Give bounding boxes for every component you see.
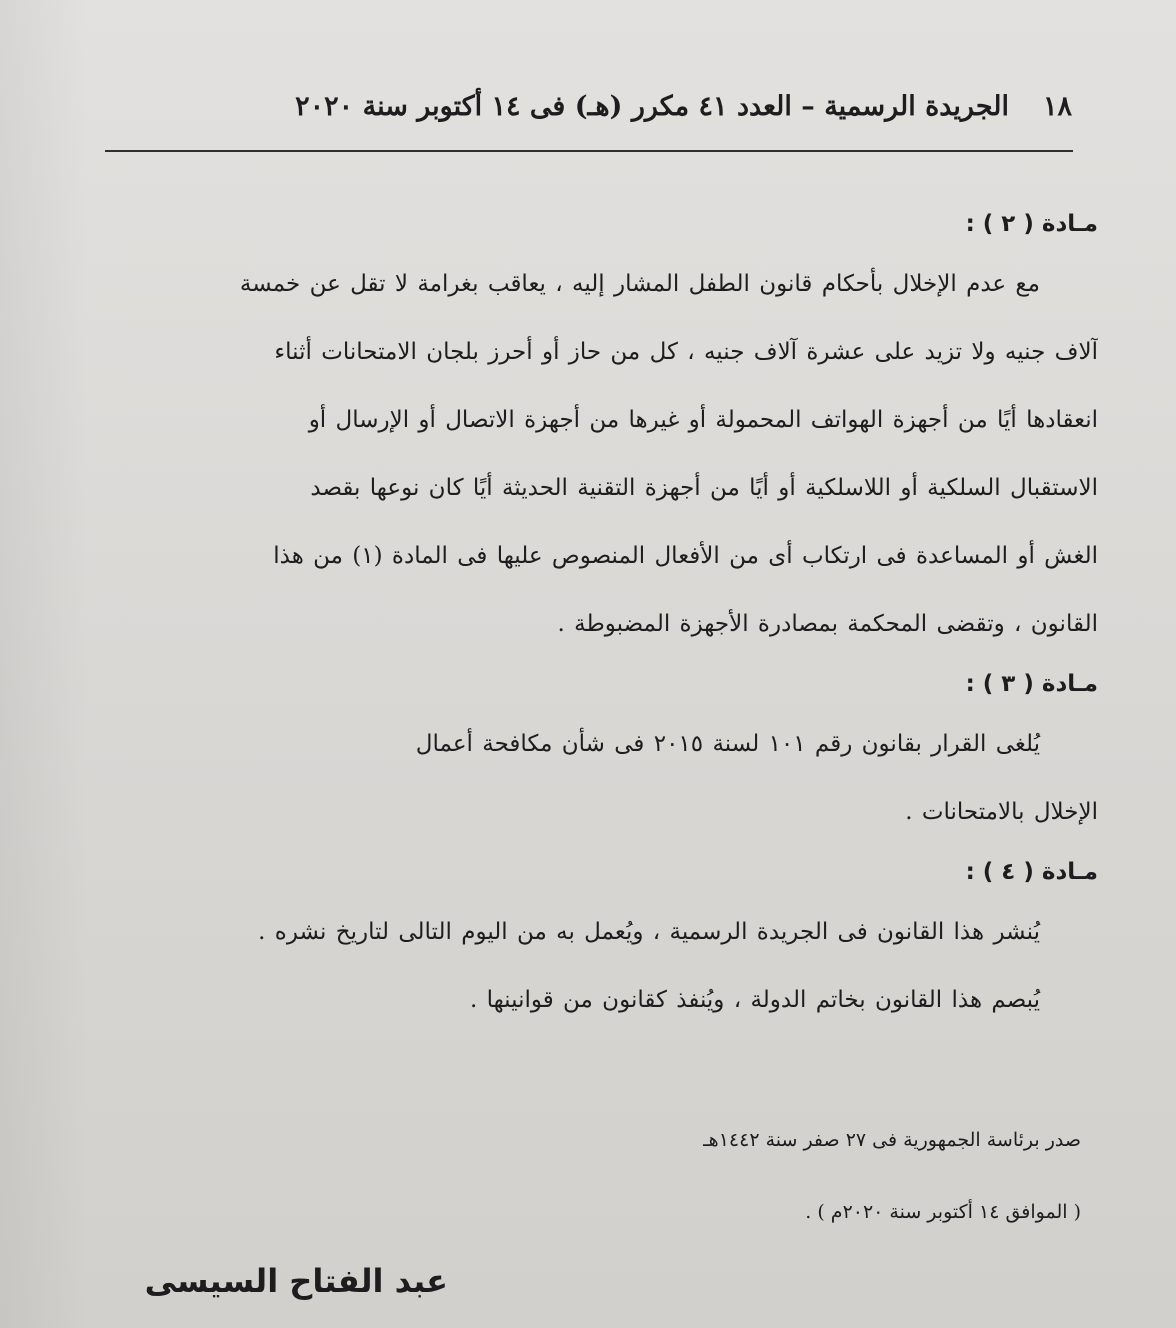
paragraph-line: يُبصم هذا القانون بخاتم الدولة ، ويُنفذ كقانون من قوانينها .	[469, 987, 1040, 1013]
page-header	[200, 84, 1072, 128]
paragraph-line: الغش أو المساعدة فى ارتكاب أى من الأفعال المنصوص عليها فى المادة (١) من هذا	[273, 543, 1098, 569]
article-heading: مـادة ( ٣ ) :	[965, 671, 1098, 697]
paragraph-line: مع عدم الإخلال بأحكام قانون الطفل المشار إليه ، يعاقب بغرامة لا تقل عن خمسة	[239, 271, 1040, 297]
issuance-block	[250, 1104, 1081, 1248]
paragraph-line: الإخلال بالامتحانات .	[905, 799, 1098, 825]
paragraph-line: انعقادها أيًا من أجهزة الهواتف المحمولة أو غيرها من أجهزة الاتصال أو الإرسال أو	[308, 407, 1098, 433]
paragraph-line: يُلغى القرار بقانون رقم ١٠١ لسنة ٢٠١٥ فى شأن مكافحة أعمال	[415, 731, 1040, 757]
article-3	[72, 658, 1098, 846]
article-paragraph	[72, 898, 1098, 1034]
paragraph-line: يُنشر هذا القانون فى الجريدة الرسمية ، ويُعمل به من اليوم التالى لتاريخ نشره .	[258, 919, 1040, 945]
article-heading: مـادة ( ٤ ) :	[965, 859, 1098, 885]
article-paragraph	[72, 710, 1098, 846]
document-body	[72, 198, 1098, 1034]
paragraph-line: آلاف جنيه ولا تزيد على عشرة آلاف جنيه ، كل من حاز أو أحرز بلجان الامتحانات أثناء	[274, 339, 1098, 365]
header-rule	[105, 150, 1073, 152]
article-2	[72, 198, 1098, 658]
issued-date: صدر برئاسة الجمهورية فى ٢٧ صفر سنة ١٤٤٢هـ	[703, 1129, 1081, 1151]
article-heading: مـادة ( ٢ ) :	[965, 211, 1098, 237]
paragraph-line: القانون ، وتقضى المحكمة بمصادرة الأجهزة المضبوطة .	[557, 611, 1098, 637]
paragraph-line: الاستقبال السلكية أو اللاسلكية أو أيًا من أجهزة التقنية الحديثة أيًا كان نوعها بقصد	[310, 475, 1098, 501]
gazette-title: الجريدة الرسمية – العدد ٤١ مكرر (هـ) فى ١٤ أكتوبر سنة ٢٠٢٠	[295, 90, 1009, 122]
article-4	[72, 846, 1098, 1034]
page-number: ١٨	[1042, 90, 1072, 122]
article-paragraph	[72, 250, 1098, 658]
signature: عبد الفتاح السيسى	[144, 1262, 448, 1300]
gregorian-date: ( الموافق ١٤ أكتوبر سنة ٢٠٢٠م ) .	[805, 1201, 1081, 1223]
